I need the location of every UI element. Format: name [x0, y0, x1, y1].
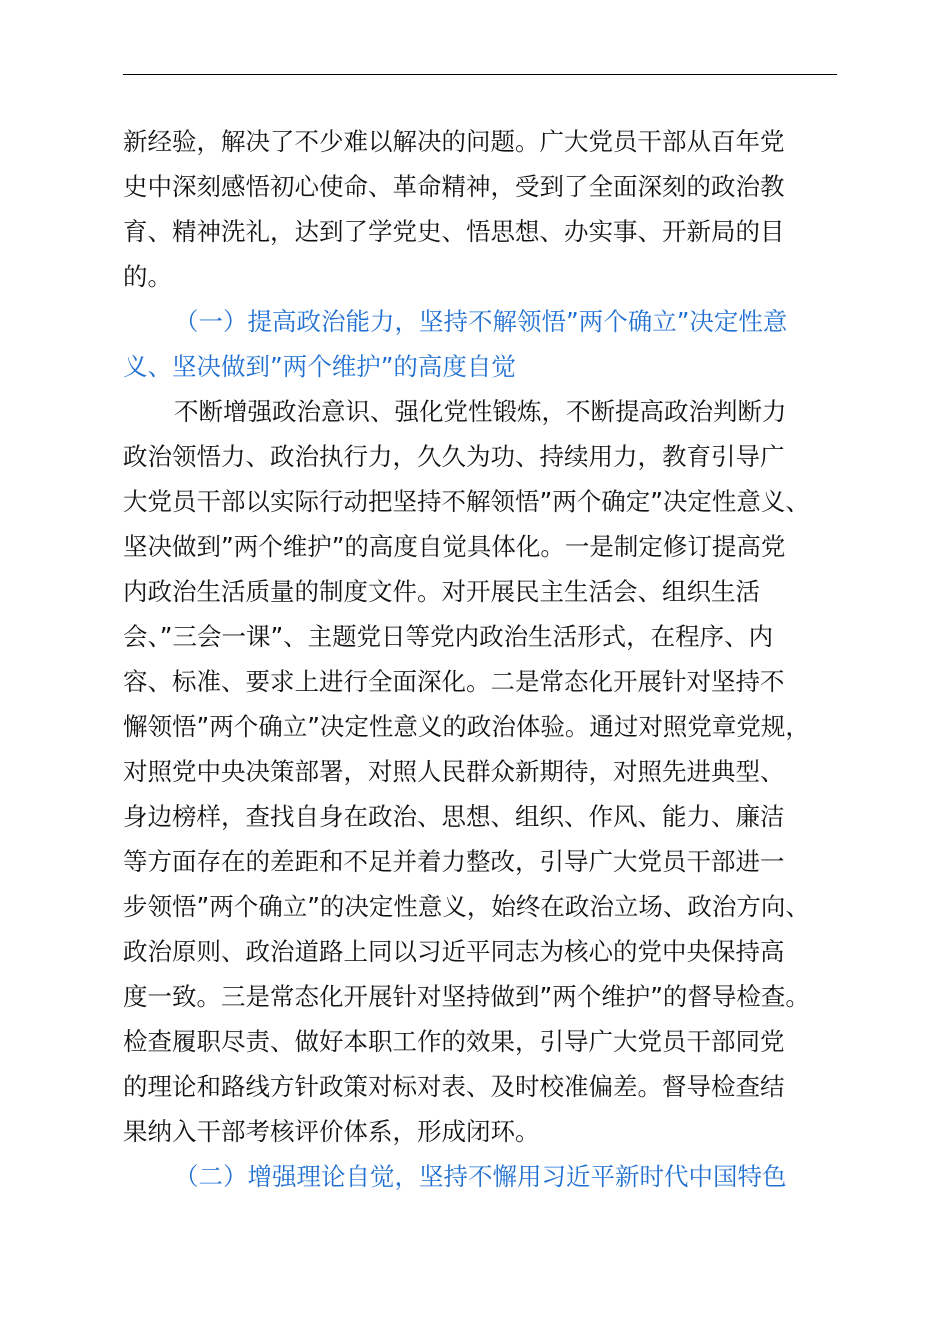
section1-body-line-7: 容、标准、要求上进行全面深化。二是常态化开展针对坚持不: [123, 667, 785, 696]
section1-body-line-1: 不断增强政治意识、强化党性锻炼，不断提高政治判断力: [174, 397, 787, 426]
intro-line-3: 育、精神洗礼，达到了学党史、悟思想、办实事、开新局的目: [123, 217, 785, 246]
section1-heading-line-2: 义、坚决做到”两个维护”的高度自觉: [123, 352, 516, 381]
section1-body-line-13: 政治原则、政治道路上同以习近平同志为核心的党中央保持高: [123, 937, 785, 966]
section1-heading-line-1: （一）提高政治能力，坚持不解领悟”两个确立”决定性意: [174, 307, 788, 336]
intro-line-4: 的。: [123, 262, 172, 291]
header-rule: [123, 74, 837, 75]
section1-body-line-2: 政治领悟力、政治执行力，久久为功、持续用力，教育引导广: [123, 442, 785, 471]
section1-body-line-14: 度一致。三是常态化开展针对坚持做到”两个维护”的督导检查。: [123, 982, 810, 1011]
section2-heading-line-1: （二）增强理论自觉，坚持不懈用习近平新时代中国特色: [174, 1162, 787, 1191]
intro-line-2: 史中深刻感悟初心使命、革命精神，受到了全面深刻的政治教: [123, 172, 785, 201]
section1-body-line-4: 坚决做到”两个维护”的高度自觉具体化。一是制定修订提高党: [123, 532, 786, 561]
section1-body-line-5: 内政治生活质量的制度文件。对开展民主生活会、组织生活: [123, 577, 760, 606]
intro-line-1: 新经验，解决了不少难以解决的问题。广大党员干部从百年党: [123, 127, 785, 156]
section1-body-line-17: 果纳入干部考核评价体系，形成闭环。: [123, 1117, 540, 1146]
section1-body-line-6: 会、”三会一课”、主题党日等党内政治生活形式，在程序、内: [123, 622, 774, 651]
section1-body-line-15: 检查履职尽责、做好本职工作的效果，引导广大党员干部同党: [123, 1027, 785, 1056]
section1-body-line-16: 的理论和路线方针政策对标对表、及时校准偏差。督导检查结: [123, 1072, 785, 1101]
section1-body-line-10: 身边榜样，查找自身在政治、思想、组织、作风、能力、廉洁: [123, 802, 785, 831]
section1-body-line-11: 等方面存在的差距和不足并着力整改，引导广大党员干部进一: [123, 847, 785, 876]
section1-body-line-3: 大党员干部以实际行动把坚持不解领悟”两个确定”决定性意义、: [123, 487, 810, 516]
section1-body-line-12: 步领悟”两个确立”的决定性意义，始终在政治立场、政治方向、: [123, 892, 810, 921]
section1-body-line-8: 懈领悟”两个确立”决定性意义的政治体验。通过对照党章党规，: [123, 712, 810, 741]
section1-body-line-9: 对照党中央决策部署，对照人民群众新期待，对照先进典型、: [123, 757, 785, 786]
